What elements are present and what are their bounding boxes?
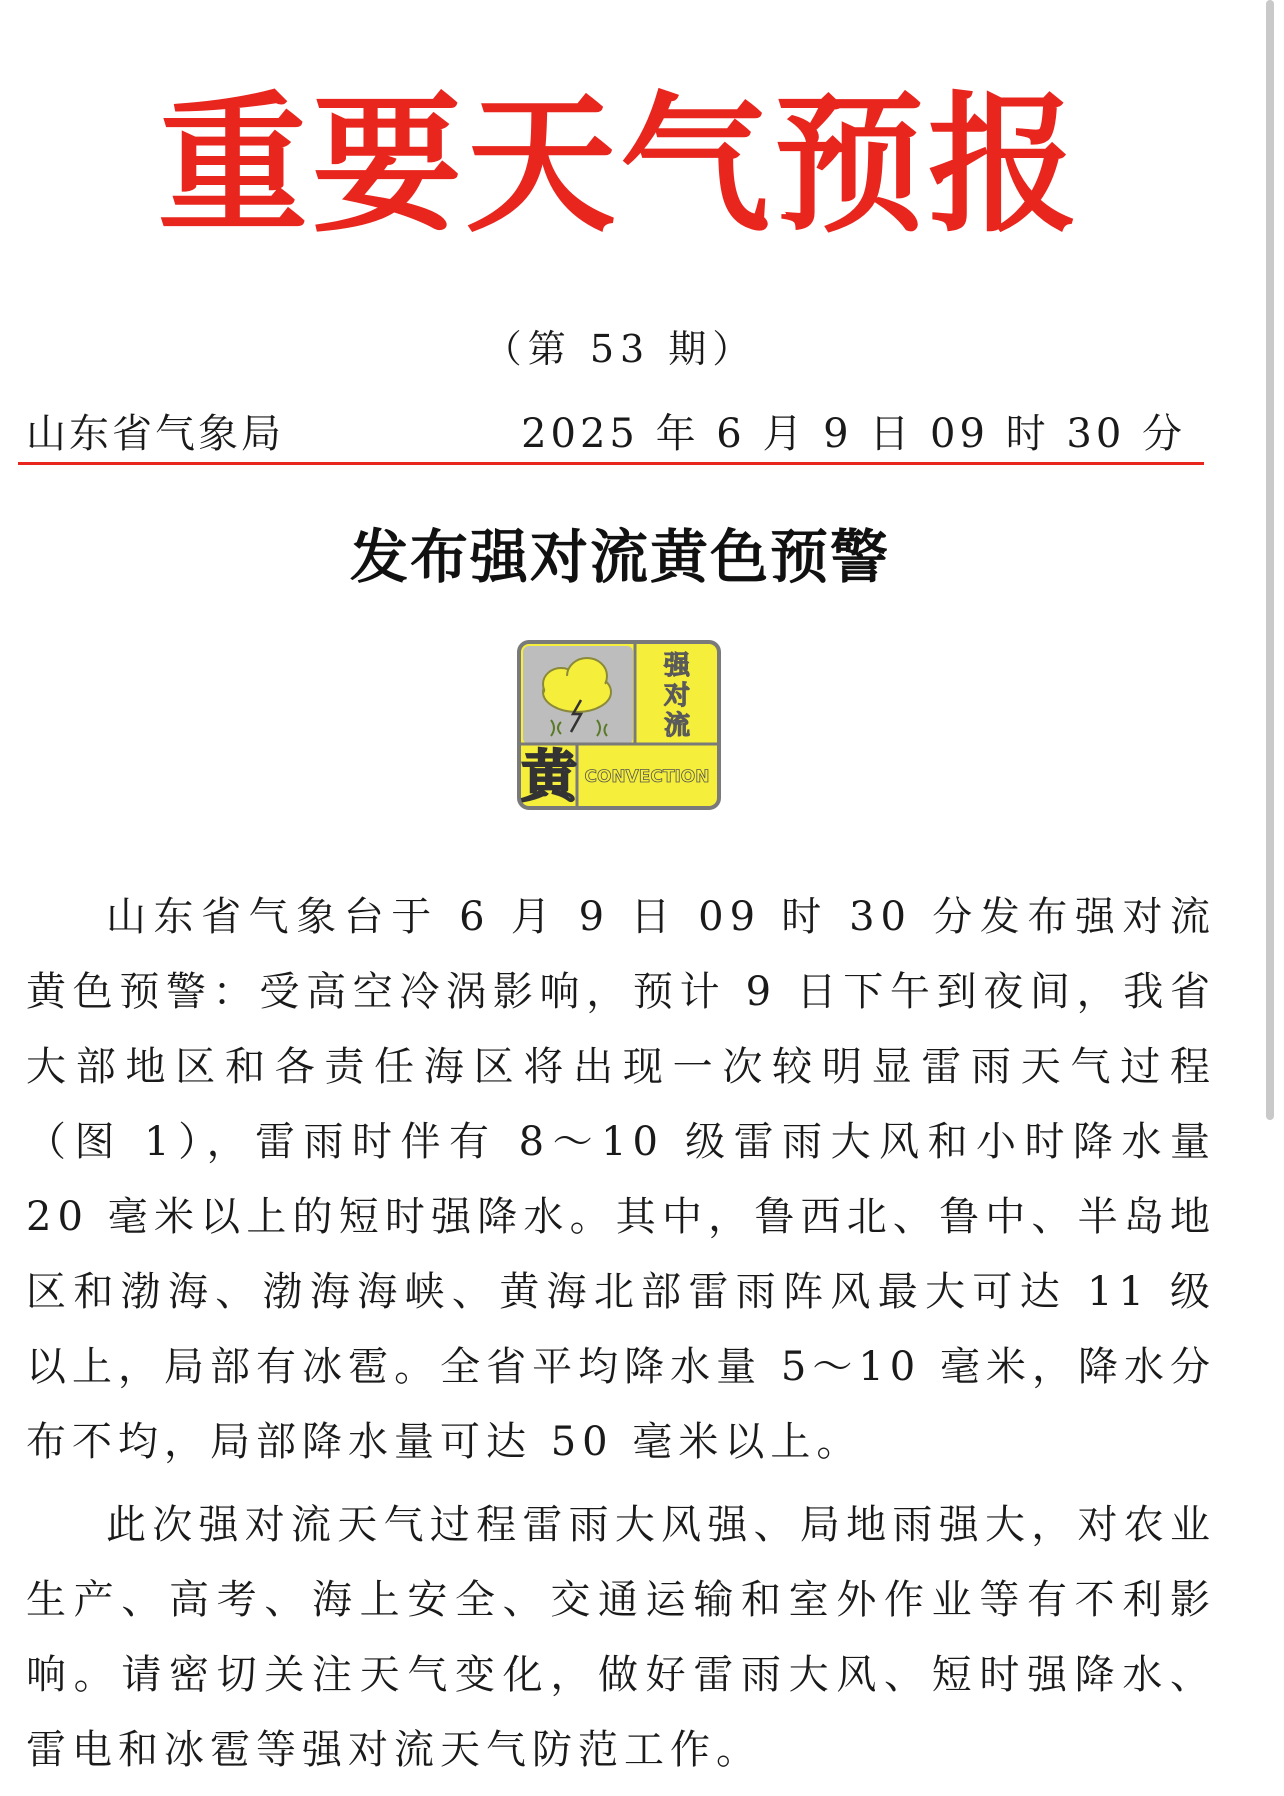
document-body (26, 880, 1216, 1796)
warning-type-char: 强 (663, 651, 691, 681)
convection-yellow-warning-icon (517, 640, 721, 810)
warning-type-char: 流 (663, 711, 691, 741)
body-paragraph: 此次强对流天气过程雷雨大风强、局地雨强大，对农业生产、高考、海上安全、交通运输和室外作业等有不利影响。请密切关注天气变化，做好雷雨大风、短时强降水、雷电和冰雹等强对流天气防范工作。 (26, 1502, 1216, 1773)
document-headline: 发布强对流黄色预警 (349, 523, 890, 591)
warning-english-label: CONVECTION (584, 767, 710, 787)
issue-number: （第 53 期） (483, 327, 757, 371)
issue-timestamp: 2025 年 6 月 9 日 09 时 30 分 (521, 411, 1186, 457)
issuing-agency: 山东省气象局 (26, 411, 284, 457)
warning-type-label (663, 651, 691, 741)
warning-type-char: 对 (663, 681, 691, 711)
masthead-title: 重要天气预报 (157, 77, 1082, 253)
body-paragraph: 山东省气象台于 6 月 9 日 09 时 30 分发布强对流黄色预警：受高空冷涡影响，预计 9 日下午到夜间，我省大部地区和各责任海区将出现一次较明显雷雨天气过程（图 1），雷雨时伴有 8～10 级雷雨大风和小时降水量 20 毫米以上的短时强降水。其中，鲁西北、鲁中、半岛地区和渤海、渤海海峡、黄海北部雷雨阵风最大可达 11 级以上，局部有冰雹。全省平均降水量 5～10 毫米，降水分布不均，局部降水量可达 50 毫米以上。 (26, 894, 1216, 1465)
vertical-scrollbar[interactable] (1266, 0, 1274, 1120)
header-meta-row (26, 402, 1186, 457)
header-divider (18, 462, 1204, 465)
warning-level-label: 黄 (521, 745, 577, 810)
